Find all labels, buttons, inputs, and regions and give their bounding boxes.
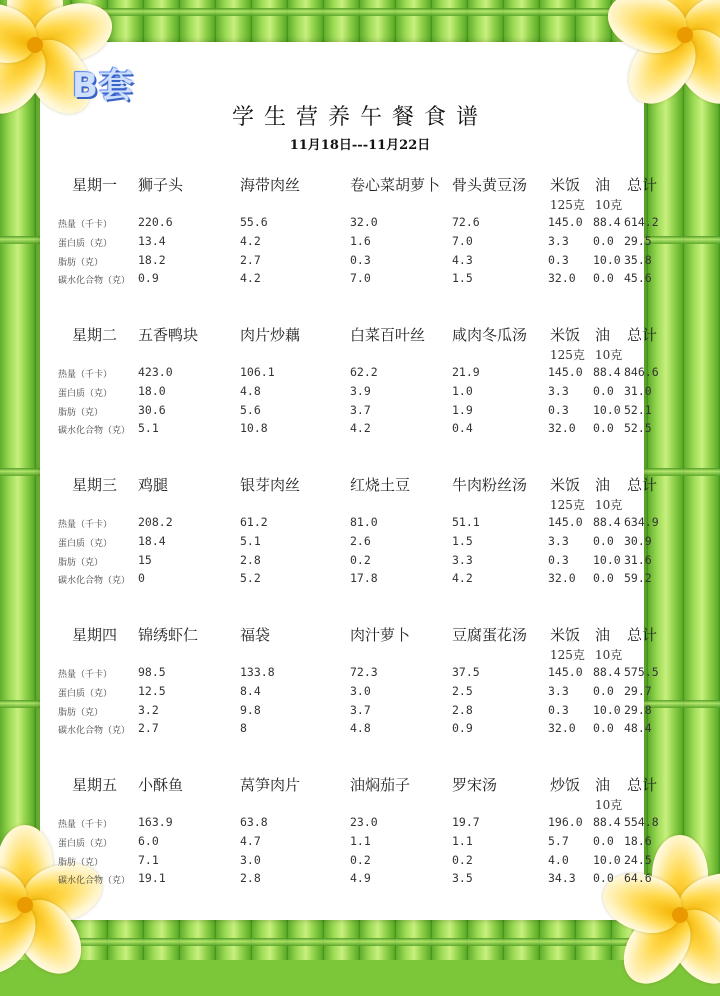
value: 163.9 [138, 815, 173, 829]
value: 3.2 [138, 703, 159, 717]
oil-label: 油 [595, 176, 611, 194]
value: 145.0 [548, 665, 583, 679]
flower-decoration-top-right [610, 0, 720, 110]
value: 32.0 [548, 421, 576, 435]
value: 0.0 [593, 271, 614, 285]
value: 0.0 [593, 384, 614, 398]
menu-set-badge: B套 [72, 66, 134, 106]
nutrient-label: 蛋白质（克） [58, 239, 113, 249]
dish-3: 卷心菜胡萝卜 [350, 176, 441, 194]
nutrient-label: 脂肪（克） [58, 708, 104, 718]
nutrient-row-carbs [0, 421, 720, 439]
value: 4.8 [240, 384, 261, 398]
page-title: 学生营养午餐食谱 [231, 105, 488, 130]
day-label: 星期四 [72, 626, 118, 644]
dish-4: 骨头黄豆汤 [452, 176, 528, 194]
oil-unit: 10克 [595, 348, 623, 362]
value: 1.9 [452, 403, 473, 417]
nutrient-row-fat [0, 253, 720, 271]
nutrient-label: 热量（千卡） [58, 370, 113, 380]
value: 0.9 [138, 271, 159, 285]
value: 35.8 [624, 253, 652, 267]
nutrient-label: 蛋白质（克） [58, 839, 113, 849]
value: 7.0 [452, 234, 473, 248]
dish-3: 红烧土豆 [350, 476, 411, 494]
value: 4.2 [452, 571, 473, 585]
value: 88.4 [593, 215, 621, 229]
value: 4.9 [350, 871, 371, 885]
value: 64.6 [624, 871, 652, 885]
value: 34.3 [548, 871, 576, 885]
value: 3.3 [548, 534, 569, 548]
value: 72.3 [350, 665, 378, 679]
nutrient-row-protein [0, 384, 720, 402]
value: 554.8 [624, 815, 659, 829]
nutrient-row-protein [0, 534, 720, 552]
dish-1: 小酥鱼 [138, 776, 184, 794]
value: 1.6 [350, 234, 371, 248]
day-block-tuesday [0, 324, 720, 454]
dish-4: 咸肉冬瓜汤 [452, 326, 528, 344]
nutrient-label: 热量（千卡） [58, 520, 113, 530]
value: 3.5 [452, 871, 473, 885]
dish-2: 海带肉丝 [240, 176, 301, 194]
value: 61.2 [240, 515, 268, 529]
value: 0.0 [593, 571, 614, 585]
value: 208.2 [138, 515, 173, 529]
value: 10.0 [593, 403, 621, 417]
total-label: 总计 [627, 476, 658, 494]
value: 2.7 [138, 721, 159, 735]
value: 19.1 [138, 871, 166, 885]
value: 2.5 [452, 684, 473, 698]
value: 10.0 [593, 703, 621, 717]
value: 8 [240, 721, 247, 735]
value: 3.3 [452, 553, 473, 567]
value: 9.8 [240, 703, 261, 717]
dish-2: 肉片炒藕 [240, 326, 301, 344]
nutrient-row-fat [0, 703, 720, 721]
nutrient-row-energy [0, 365, 720, 383]
value: 18.0 [138, 384, 166, 398]
value: 0 [138, 571, 145, 585]
nutrient-label: 热量（千卡） [58, 670, 113, 680]
value: 2.8 [452, 703, 473, 717]
value: 62.2 [350, 365, 378, 379]
nutrient-label: 蛋白质（克） [58, 389, 113, 399]
value: 1.5 [452, 271, 473, 285]
dish-3: 肉汁萝卜 [350, 626, 411, 644]
value: 29.5 [624, 234, 652, 248]
oil-label: 油 [595, 326, 611, 344]
value: 423.0 [138, 365, 173, 379]
value: 0.4 [452, 421, 473, 435]
nutrient-label: 蛋白质（克） [58, 539, 113, 549]
rice-label: 炒饭 [550, 776, 581, 794]
nutrient-row-carbs [0, 571, 720, 589]
value: 12.5 [138, 684, 166, 698]
value: 29.8 [624, 703, 652, 717]
value: 634.9 [624, 515, 659, 529]
nutrient-label: 碳水化合物（克） [58, 276, 131, 286]
dish-1: 鸡腿 [138, 476, 169, 494]
value: 0.0 [593, 721, 614, 735]
value: 31.6 [624, 553, 652, 567]
value: 846.6 [624, 365, 659, 379]
value: 30.6 [138, 403, 166, 417]
rice-label: 米饭 [550, 626, 581, 644]
nutrient-row-fat [0, 853, 720, 871]
value: 196.0 [548, 815, 583, 829]
value: 4.2 [350, 421, 371, 435]
value: 88.4 [593, 665, 621, 679]
value: 63.8 [240, 815, 268, 829]
value: 0.2 [452, 853, 473, 867]
value: 88.4 [593, 815, 621, 829]
value: 106.1 [240, 365, 275, 379]
value: 4.2 [240, 271, 261, 285]
nutrient-label: 碳水化合物（克） [58, 726, 131, 736]
value: 15 [138, 553, 152, 567]
value: 4.0 [548, 853, 569, 867]
rice-label: 米饭 [550, 176, 581, 194]
date-range: 11月18日---11月22日 [289, 138, 431, 153]
value: 3.7 [350, 403, 371, 417]
oil-unit: 10克 [595, 648, 623, 662]
value: 2.8 [240, 553, 261, 567]
nutrient-row-energy [0, 215, 720, 233]
nutrient-row-protein [0, 234, 720, 252]
value: 51.1 [452, 515, 480, 529]
value: 1.1 [452, 834, 473, 848]
value: 7.1 [138, 853, 159, 867]
value: 0.0 [593, 871, 614, 885]
value: 1.0 [452, 384, 473, 398]
value: 45.6 [624, 271, 652, 285]
value: 5.2 [240, 571, 261, 585]
value: 0.3 [548, 403, 569, 417]
rice-unit: 125克 [550, 198, 585, 212]
dish-2: 银芽肉丝 [240, 476, 301, 494]
value: 5.1 [240, 534, 261, 548]
value: 3.0 [350, 684, 371, 698]
oil-unit: 10克 [595, 198, 623, 212]
nutrient-label: 碳水化合物（克） [58, 876, 131, 886]
nutrient-label: 脂肪（克） [58, 408, 104, 418]
dish-4: 牛肉粉丝汤 [452, 476, 528, 494]
value: 2.6 [350, 534, 371, 548]
oil-label: 油 [595, 476, 611, 494]
value: 21.9 [452, 365, 480, 379]
nutrient-row-fat [0, 403, 720, 421]
value: 614.2 [624, 215, 659, 229]
nutrient-row-energy [0, 815, 720, 833]
value: 0.0 [593, 534, 614, 548]
value: 19.7 [452, 815, 480, 829]
rice-unit: 125克 [550, 348, 585, 362]
nutrient-row-protein [0, 834, 720, 852]
day-label: 星期五 [72, 776, 118, 794]
value: 17.8 [350, 571, 378, 585]
value: 31.0 [624, 384, 652, 398]
value: 220.6 [138, 215, 173, 229]
day-block-thursday [0, 624, 720, 754]
value: 8.4 [240, 684, 261, 698]
value: 0.2 [350, 553, 371, 567]
value: 10.0 [593, 853, 621, 867]
value: 0.3 [548, 253, 569, 267]
nutrient-row-protein [0, 684, 720, 702]
nutrient-row-carbs [0, 871, 720, 889]
day-label: 星期二 [72, 326, 118, 344]
nutrient-label: 热量（千卡） [58, 820, 113, 830]
nutrient-row-energy [0, 665, 720, 683]
value: 52.1 [624, 403, 652, 417]
value: 1.5 [452, 534, 473, 548]
value: 18.2 [138, 253, 166, 267]
value: 0.0 [593, 834, 614, 848]
oil-label: 油 [595, 776, 611, 794]
dish-1: 五香鸭块 [138, 326, 199, 344]
value: 3.0 [240, 853, 261, 867]
value: 24.5 [624, 853, 652, 867]
value: 0.0 [593, 234, 614, 248]
nutrient-label: 脂肪（克） [58, 858, 104, 868]
value: 88.4 [593, 515, 621, 529]
value: 10.8 [240, 421, 268, 435]
value: 10.0 [593, 253, 621, 267]
dish-3: 白菜百叶丝 [350, 326, 426, 344]
value: 5.6 [240, 403, 261, 417]
value: 18.6 [624, 834, 652, 848]
nutrient-label: 脂肪（克） [58, 258, 104, 268]
value: 3.3 [548, 234, 569, 248]
oil-label: 油 [595, 626, 611, 644]
nutrient-label: 碳水化合物（克） [58, 576, 131, 586]
nutrient-row-fat [0, 553, 720, 571]
rice-unit: 125克 [550, 498, 585, 512]
value: 4.8 [350, 721, 371, 735]
dish-4: 豆腐蛋花汤 [452, 626, 528, 644]
value: 4.7 [240, 834, 261, 848]
nutrient-row-carbs [0, 721, 720, 739]
value: 145.0 [548, 515, 583, 529]
day-label: 星期一 [72, 176, 118, 194]
value: 55.6 [240, 215, 268, 229]
value: 98.5 [138, 665, 166, 679]
value: 7.0 [350, 271, 371, 285]
value: 30.9 [624, 534, 652, 548]
total-label: 总计 [627, 176, 658, 194]
value: 48.4 [624, 721, 652, 735]
value: 2.7 [240, 253, 261, 267]
day-block-monday [0, 174, 720, 304]
value: 32.0 [548, 271, 576, 285]
value: 4.2 [240, 234, 261, 248]
value: 0.0 [593, 684, 614, 698]
day-label: 星期三 [72, 476, 118, 494]
value: 3.7 [350, 703, 371, 717]
total-label: 总计 [627, 326, 658, 344]
value: 133.8 [240, 665, 275, 679]
value: 0.2 [350, 853, 371, 867]
dish-2: 莴笋肉片 [240, 776, 301, 794]
value: 88.4 [593, 365, 621, 379]
rice-label: 米饭 [550, 326, 581, 344]
value: 32.0 [350, 215, 378, 229]
value: 5.7 [548, 834, 569, 848]
value: 32.0 [548, 571, 576, 585]
value: 32.0 [548, 721, 576, 735]
day-block-friday [0, 774, 720, 904]
value: 13.4 [138, 234, 166, 248]
oil-unit: 10克 [595, 798, 623, 812]
total-label: 总计 [627, 776, 658, 794]
day-block-wednesday [0, 474, 720, 604]
value: 0.3 [350, 253, 371, 267]
value: 145.0 [548, 215, 583, 229]
value: 23.0 [350, 815, 378, 829]
value: 29.7 [624, 684, 652, 698]
value: 3.3 [548, 384, 569, 398]
dish-1: 锦绣虾仁 [138, 626, 199, 644]
rice-label: 米饭 [550, 476, 581, 494]
total-label: 总计 [627, 626, 658, 644]
value: 2.8 [240, 871, 261, 885]
value: 3.3 [548, 684, 569, 698]
value: 575.5 [624, 665, 659, 679]
value: 0.0 [593, 421, 614, 435]
dish-3: 油焖茄子 [350, 776, 411, 794]
value: 4.3 [452, 253, 473, 267]
nutrient-row-carbs [0, 271, 720, 289]
value: 10.0 [593, 553, 621, 567]
nutrient-label: 蛋白质（克） [58, 689, 113, 699]
value: 6.0 [138, 834, 159, 848]
value: 5.1 [138, 421, 159, 435]
value: 0.9 [452, 721, 473, 735]
value: 0.3 [548, 703, 569, 717]
value: 59.2 [624, 571, 652, 585]
nutrient-label: 碳水化合物（克） [58, 426, 131, 436]
value: 145.0 [548, 365, 583, 379]
dish-1: 狮子头 [138, 176, 184, 194]
nutrient-label: 脂肪（克） [58, 558, 104, 568]
dish-4: 罗宋汤 [452, 776, 498, 794]
value: 52.5 [624, 421, 652, 435]
nutrient-row-energy [0, 515, 720, 533]
nutrient-label: 热量（千卡） [58, 220, 113, 230]
value: 18.4 [138, 534, 166, 548]
rice-unit: 125克 [550, 648, 585, 662]
value: 3.9 [350, 384, 371, 398]
oil-unit: 10克 [595, 498, 623, 512]
value: 37.5 [452, 665, 480, 679]
value: 72.6 [452, 215, 480, 229]
value: 81.0 [350, 515, 378, 529]
value: 1.1 [350, 834, 371, 848]
value: 0.3 [548, 553, 569, 567]
dish-2: 福袋 [240, 626, 271, 644]
